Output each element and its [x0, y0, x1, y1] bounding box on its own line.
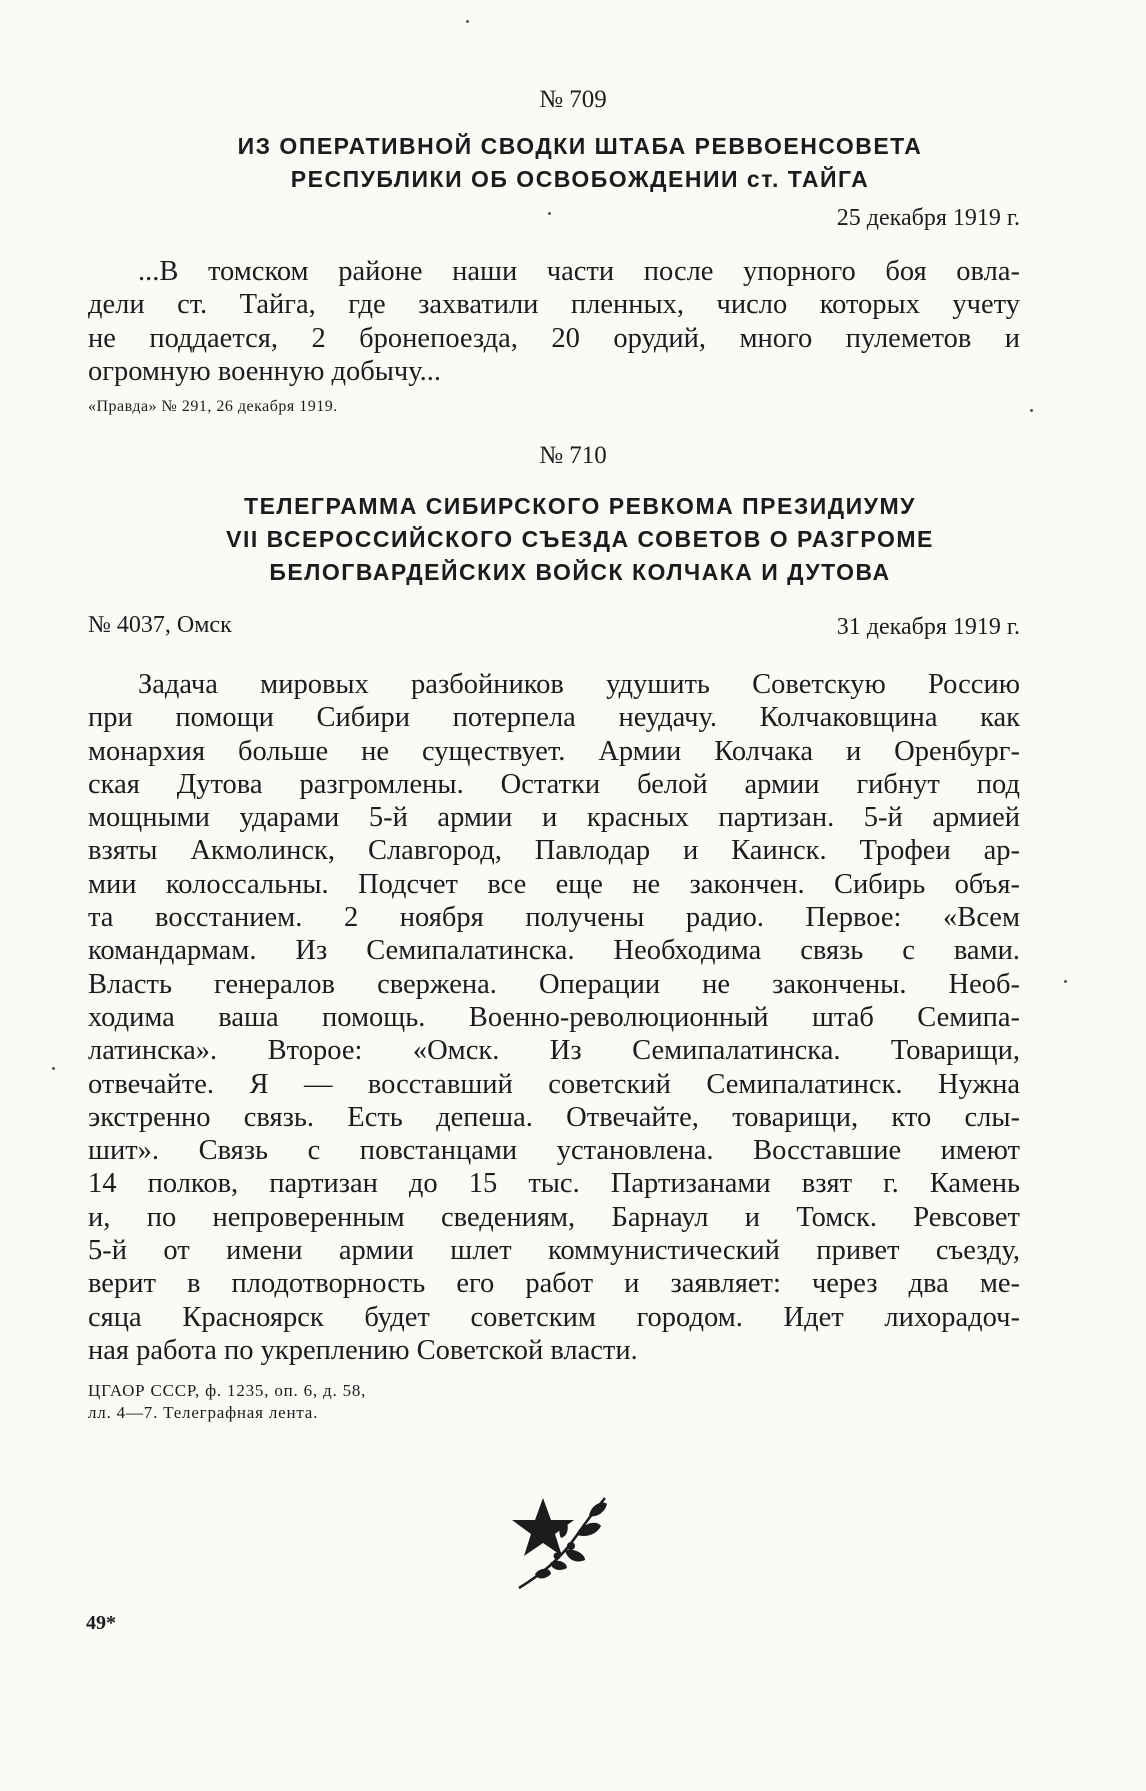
body-line: монархия больше не существует. Армии Колчака и Оренбург- — [88, 735, 1020, 767]
body-line: та восстанием. 2 ноября получены радио. Первое: «Всем — [88, 902, 1020, 934]
scan-speck — [548, 212, 551, 215]
doc-710-archive-reference — [88, 1380, 366, 1424]
scan-speck — [1064, 980, 1067, 983]
page-number: 49* — [86, 1612, 116, 1634]
body-line: ...В томском районе наши части после упорного боя овла- — [138, 256, 1020, 287]
body-line: мощными ударами 5-й армии и красных партизан. 5-й армией — [88, 802, 1020, 834]
doc-709-date: 25 декабря 1919 г. — [836, 205, 1020, 231]
scan-speck — [52, 1067, 55, 1070]
doc-709-title-line: РЕСПУБЛИКИ ОБ ОСВОБОЖДЕНИИ ст. ТАЙГА — [290, 166, 870, 192]
body-line: латинска». Второе: «Омск. Из Семипалатинска. Товарищи, — [88, 1035, 1020, 1067]
body-line: 14 полков, партизан до 15 тыс. Партизанами взят г. Камень — [88, 1168, 1020, 1200]
body-line: сяца Красноярск будет советским городом. Идет лихорадоч- — [88, 1301, 1020, 1333]
doc-709-title-line: ИЗ ОПЕРАТИВНОЙ СВОДКИ ШТАБА РЕВВОЕНСОВЕТА — [237, 133, 923, 159]
doc-710-reference: № 4037, Омск — [88, 612, 232, 638]
body-line: огромную военную добычу... — [88, 355, 442, 387]
body-line: Задача мировых разбойников удушить Советскую Россию — [138, 669, 1020, 700]
star-and-oak-branch-icon — [505, 1490, 615, 1595]
body-line: Власть генералов свержена. Операции не закончены. Необ- — [88, 968, 1020, 1000]
doc-710-number: № 710 — [539, 442, 607, 469]
doc-710-title — [140, 490, 1020, 589]
body-line: ская Дутова разгромлены. Остатки белой армии гибнут под — [88, 768, 1020, 800]
doc-710-date: 31 декабря 1919 г. — [836, 614, 1020, 640]
doc-710-body — [88, 668, 1020, 1367]
body-line: дели ст. Тайга, где захватили пленных, число которых учету — [88, 289, 1020, 321]
body-line: шит». Связь с повстанцами установлена. Восставшие имеют — [88, 1135, 1020, 1167]
body-line: экстренно связь. Есть депеша. Отвечайте, товарищи, кто слы- — [88, 1101, 1020, 1133]
body-line: отвечайте. Я — восставший советский Семипалатинск. Нужна — [88, 1068, 1020, 1100]
doc-710-title-line: БЕЛОГВАРДЕЙСКИХ ВОЙСК КОЛЧАКА И ДУТОВА — [269, 559, 891, 585]
doc-709-body — [88, 255, 1020, 388]
body-line: не поддается, 2 бронепоезда, 20 орудий, много пулеметов и — [88, 322, 1020, 354]
body-line: при помощи Сибири потерпела неудачу. Колчаковщина как — [88, 702, 1020, 734]
body-line: взяты Акмолинск, Славгород, Павлодар и Каинск. Трофеи ар- — [88, 835, 1020, 867]
body-line: мии колоссальны. Подсчет все еще не закончен. Сибирь объя- — [88, 868, 1020, 900]
body-line: и, по непроверенным сведениям, Барнаул и Томск. Ревсовет — [88, 1201, 1020, 1233]
doc-709-number: № 709 — [539, 86, 607, 113]
doc-709-title — [140, 130, 1020, 196]
body-line: командармам. Из Семипалатинска. Необходима связь с вами. — [88, 935, 1020, 967]
scan-speck — [1030, 409, 1033, 412]
body-line: верит в плодотворность его работ и заявляет: через два ме- — [88, 1268, 1020, 1300]
archive-line: ЦГАОР СССР, ф. 1235, оп. 6, д. 58, — [88, 1381, 367, 1400]
doc-709-source: «Правда» № 291, 26 декабря 1919. — [88, 398, 338, 415]
body-line: ходима ваша помощь. Военно-революционный штаб Семипа- — [88, 1001, 1020, 1033]
archive-line: лл. 4—7. Телеграфная лента. — [88, 1403, 319, 1422]
body-line: 5-й от имени армии шлет коммунистический привет съезду, — [88, 1235, 1020, 1267]
doc-710-title-line: VII ВСЕРОССИЙСКОГО СЪЕЗДА СОВЕТОВ О РАЗГРОМЕ — [226, 526, 934, 552]
doc-710-title-line: ТЕЛЕГРАММА СИБИРСКОГО РЕВКОМА ПРЕЗИДИУМУ — [244, 493, 916, 519]
body-line: ная работа по укреплению Советской власти. — [88, 1334, 638, 1366]
scan-speck — [466, 20, 469, 23]
